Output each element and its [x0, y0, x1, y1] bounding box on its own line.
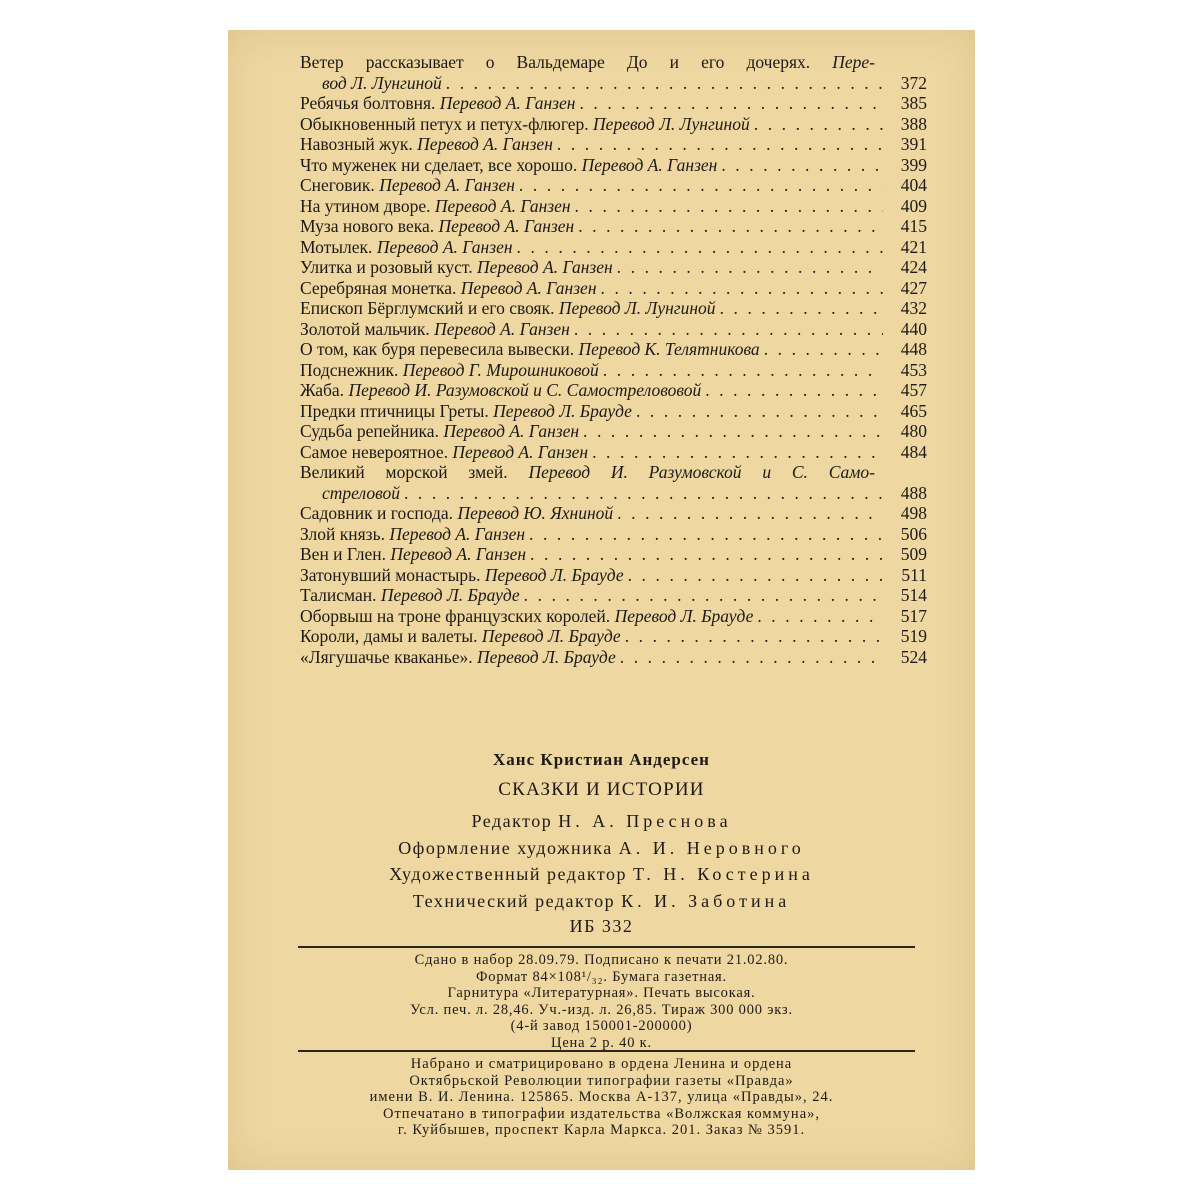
dot-leader — [520, 585, 883, 606]
toc-entry — [300, 196, 927, 217]
toc-entry-title: Затонувший монастырь. — [300, 564, 481, 585]
toc-entry-translator: Перевод А. Ганзен — [389, 523, 526, 544]
toc-entry — [300, 421, 927, 442]
credit-line — [228, 861, 975, 888]
toc-entry-title: Мотылек. — [300, 236, 373, 257]
dot-leader — [575, 93, 883, 114]
dot-leader — [760, 339, 883, 360]
toc-entry — [300, 134, 927, 155]
toc-entry-title: Ветер рассказывает о Вальдемаре До и его дочерях. — [300, 52, 811, 72]
toc-entry-page: 511 — [901, 564, 927, 585]
printer-info-line: имени В. И. Ленина. 125865. Москва А-137, улица «Правды», 24. — [369, 1089, 834, 1105]
toc-entry-page: 404 — [900, 175, 927, 195]
toc-entry-page: 509 — [900, 544, 927, 564]
toc-entry-title: На утином дворе. — [300, 195, 431, 216]
dot-leader — [613, 257, 883, 278]
credit-name: А. И. Неровного — [618, 837, 805, 858]
toc-entry-title: Навозный жук. — [300, 134, 413, 154]
toc-entry-translator: Перевод Л. Брауде — [481, 626, 621, 646]
toc-entry — [300, 626, 927, 647]
toc-entry-translator: Перевод А. Ганзен — [438, 216, 575, 236]
credit-role: Оформление художника — [398, 837, 613, 858]
toc-entry-translator: Пере- — [832, 52, 875, 72]
printer-info-line: Октябрьской Революции типографии газеты «Правда» — [409, 1072, 794, 1089]
toc-entry-page: 421 — [900, 236, 927, 257]
printer-info-line: Отпечатано в типографии издательства «Волжская коммуна», — [382, 1105, 821, 1122]
toc-entry-page: 517 — [900, 605, 927, 626]
dot-leader — [588, 442, 883, 463]
toc-entry-page: 488 — [900, 482, 927, 503]
toc-entry-title: Самое невероятное. — [300, 441, 449, 462]
printer-info-line: г. Куйбышев, проспект Карла Маркса. 201. Заказ № 3591. — [397, 1122, 806, 1138]
toc-entry-title: Золотой мальчик. — [300, 318, 430, 339]
printer-info-block — [228, 1056, 975, 1139]
toc-entry — [300, 606, 927, 627]
author-name: Ханс Кристиан Андерсен — [493, 750, 710, 769]
toc-entry-translator: Перевод А. Ганзен — [460, 277, 597, 298]
dot-leader — [616, 647, 883, 668]
toc-entry-page: 457 — [900, 380, 927, 400]
toc-entry-title: Снеговик. — [300, 175, 375, 195]
toc-entry-title: Жаба. — [300, 380, 345, 400]
toc-entry-page: 524 — [900, 646, 927, 667]
toc-entry-page: 409 — [900, 195, 927, 216]
book-page — [228, 30, 975, 1170]
toc-entry — [300, 52, 927, 93]
divider-rule-top — [298, 946, 915, 948]
toc-entry-translator: Перевод А. Ганзен — [439, 93, 576, 113]
dot-leader — [579, 421, 883, 442]
book-title: СКАЗКИ И ИСТОРИИ — [498, 779, 705, 800]
dot-leader — [701, 380, 883, 401]
printer-info-line: Набрано и сматрицировано в ордена Ленина и ордена — [410, 1056, 793, 1072]
toc-entry-translator: Перевод Ю. Яхниной — [457, 503, 614, 523]
print-info-line: Цена 2 р. 40 к. — [551, 1034, 652, 1051]
toc-entry-title: Вен и Глен. — [300, 544, 386, 564]
toc-entry-translator: Перевод Л. Лунгиной — [558, 298, 716, 318]
dot-leader — [717, 155, 883, 176]
credit-name: Т. Н. Костерина — [633, 864, 814, 884]
toc-entry-translator: Перевод Л. Брауде — [476, 646, 616, 667]
credit-name: Н. А. Преснова — [558, 811, 732, 831]
toc-entry-title: Оборвыш на троне французских королей. — [300, 605, 611, 626]
dot-leader — [597, 278, 884, 299]
toc-entry — [300, 257, 927, 278]
toc-entry-translator: Перевод Л. Брауде — [484, 564, 624, 585]
dot-leader — [400, 483, 883, 504]
divider-rule-bottom — [298, 1050, 915, 1052]
toc-entry-page: 427 — [900, 277, 927, 298]
toc-entry-translator: Перевод Г. Мирошниковой — [402, 359, 599, 380]
dot-leader — [570, 319, 883, 340]
toc-entry-page: 514 — [900, 585, 927, 605]
credit-role: Технический редактор — [412, 890, 616, 911]
toc-entry — [300, 380, 927, 401]
toc-entry-page: 465 — [900, 400, 927, 421]
toc-entry-page: 506 — [900, 523, 927, 544]
toc-entry-translator: Перевод А. Ганзен — [376, 236, 513, 257]
credits-block — [228, 808, 975, 914]
toc-entry — [300, 155, 927, 176]
credit-role: Художественный редактор — [389, 864, 628, 884]
toc-entry-translator: Перевод И. Разумовской и С. Самострелововой — [348, 380, 702, 400]
dot-leader — [624, 565, 883, 586]
toc-entry-translator: Перевод Л. Лунгиной — [593, 113, 750, 134]
toc-entry-title: Подснежник. — [300, 359, 399, 380]
dot-leader — [513, 237, 883, 258]
print-info-line: Гарнитура «Литературная». Печать высокая. — [447, 985, 756, 1001]
dot-leader — [574, 216, 883, 237]
toc-entry — [300, 442, 927, 463]
print-info-line: Формат 84×108¹/₃₂. Бумага газетная. — [476, 968, 727, 985]
print-info-block — [228, 952, 975, 1051]
dot-leader — [632, 401, 883, 422]
toc-entry-title: Короли, дамы и валеты. — [300, 626, 478, 646]
toc-entry — [300, 216, 927, 237]
toc-entry — [300, 93, 927, 114]
credit-role: Редактор — [471, 811, 553, 831]
print-info-line: Усл. печ. л. 28,46. Уч.-изд. л. 26,85. Тираж 300 000 экз. — [410, 1001, 793, 1018]
toc-entry-translator: Перевод Л. Брауде — [614, 605, 754, 626]
toc-entry-title: Епископ Бёрглумский и его свояк. — [300, 298, 555, 318]
toc-entry-title: Ребячья болтовня. — [300, 93, 436, 113]
toc-entry-translator: Перевод А. Ганзен — [390, 544, 527, 564]
toc-entry-translator: Перевод К. Телятникова — [578, 339, 760, 359]
toc-entry — [300, 114, 927, 135]
toc-entry-page: 498 — [900, 503, 927, 523]
table-of-contents — [300, 52, 927, 667]
toc-entry-translator: Перевод И. Разумовской и С. Само- — [528, 462, 875, 482]
toc-entry — [300, 565, 927, 586]
toc-entry — [300, 544, 927, 565]
toc-entry-title: Серебряная монетка. — [300, 277, 457, 298]
toc-entry-title: Обыкновенный петух и петух-флюгер. — [300, 113, 589, 134]
dot-leader — [525, 524, 883, 545]
print-info-line: Сдано в набор 28.09.79. Подписано к печати 21.02.80. — [414, 952, 789, 968]
toc-entry-translator: Перевод А. Ганзен — [581, 154, 718, 175]
toc-entry — [300, 647, 927, 668]
toc-entry-title: Великий морской змей. — [300, 462, 508, 482]
toc-entry — [300, 278, 927, 299]
toc-entry-title: Садовник и господа. — [300, 503, 454, 523]
toc-entry-page: 385 — [900, 93, 927, 113]
toc-entry-title: Талисман. — [300, 585, 377, 605]
toc-entry — [300, 339, 927, 360]
toc-entry-translator-cont: вод Л. Лунгиной — [322, 72, 442, 93]
toc-entry-title: Судьба репейника. — [300, 421, 439, 441]
toc-entry-translator: Перевод А. Ганзен — [443, 421, 580, 441]
toc-entry-page: 424 — [900, 257, 927, 277]
toc-entry — [300, 237, 927, 258]
toc-entry-title: Что муженек ни сделает, все хорошо. — [300, 154, 578, 175]
toc-entry — [300, 503, 927, 524]
toc-entry-translator: Перевод А. Ганзен — [476, 257, 613, 277]
toc-entry-page: 432 — [900, 298, 927, 318]
toc-entry-page: 399 — [900, 154, 927, 175]
toc-entry-title: Улитка и розовый куст. — [300, 257, 473, 277]
toc-entry — [300, 319, 927, 340]
dot-leader — [750, 114, 883, 135]
toc-entry-translator: Перевод А. Ганзен — [452, 441, 589, 462]
toc-entry-page: 448 — [900, 339, 927, 359]
dot-leader — [553, 134, 883, 155]
toc-entry-page: 372 — [900, 72, 927, 93]
toc-entry-title: Злой князь. — [300, 523, 385, 544]
toc-entry-translator: Перевод А. Ганзен — [417, 134, 553, 154]
toc-entry-title: Предки птичницы Греты. — [300, 400, 489, 421]
toc-entry-page: 388 — [900, 113, 927, 134]
credit-line — [228, 835, 975, 862]
toc-entry-page: 391 — [900, 134, 927, 154]
toc-entry-title: «Лягушачье кваканье». — [300, 646, 473, 667]
credit-line — [228, 888, 975, 915]
toc-entry — [300, 524, 927, 545]
toc-entry — [300, 298, 927, 319]
toc-entry-translator: Перевод А. Ганзен — [434, 195, 571, 216]
dot-leader — [571, 196, 883, 217]
toc-entry — [300, 401, 927, 422]
toc-entry-title: О том, как буря перевесила вывески. — [300, 339, 575, 359]
dot-leader — [442, 73, 883, 94]
toc-entry-page: 440 — [900, 318, 927, 339]
ib-number: ИБ 332 — [569, 916, 634, 936]
dot-leader — [526, 544, 883, 565]
dot-leader — [716, 298, 883, 319]
toc-entry-page: 453 — [900, 359, 927, 380]
dot-leader — [515, 175, 883, 196]
toc-entry-translator: Перевод Л. Брауде — [380, 585, 520, 605]
toc-entry — [300, 360, 927, 381]
toc-entry-translator: Перевод А. Ганзен — [379, 175, 515, 195]
credit-name: К. И. Заботина — [621, 890, 791, 911]
dot-leader — [613, 503, 883, 524]
toc-entry-page: 484 — [900, 441, 927, 462]
toc-entry — [300, 585, 927, 606]
print-info-line: (4-й завод 150001-200000) — [510, 1018, 693, 1034]
toc-entry-page: 415 — [900, 216, 927, 236]
toc-entry — [300, 462, 927, 503]
dot-leader — [621, 626, 883, 647]
dot-leader — [599, 360, 883, 381]
dot-leader — [753, 606, 883, 627]
credit-line — [228, 808, 975, 835]
toc-entry-title: Муза нового века. — [300, 216, 435, 236]
toc-entry-page: 519 — [900, 626, 927, 646]
toc-entry — [300, 175, 927, 196]
toc-entry-translator: Перевод А. Ганзен — [434, 318, 570, 339]
toc-entry-translator-cont: стреловой — [322, 482, 400, 503]
toc-entry-translator: Перевод Л. Брауде — [493, 400, 632, 421]
toc-entry-page: 480 — [900, 421, 927, 441]
